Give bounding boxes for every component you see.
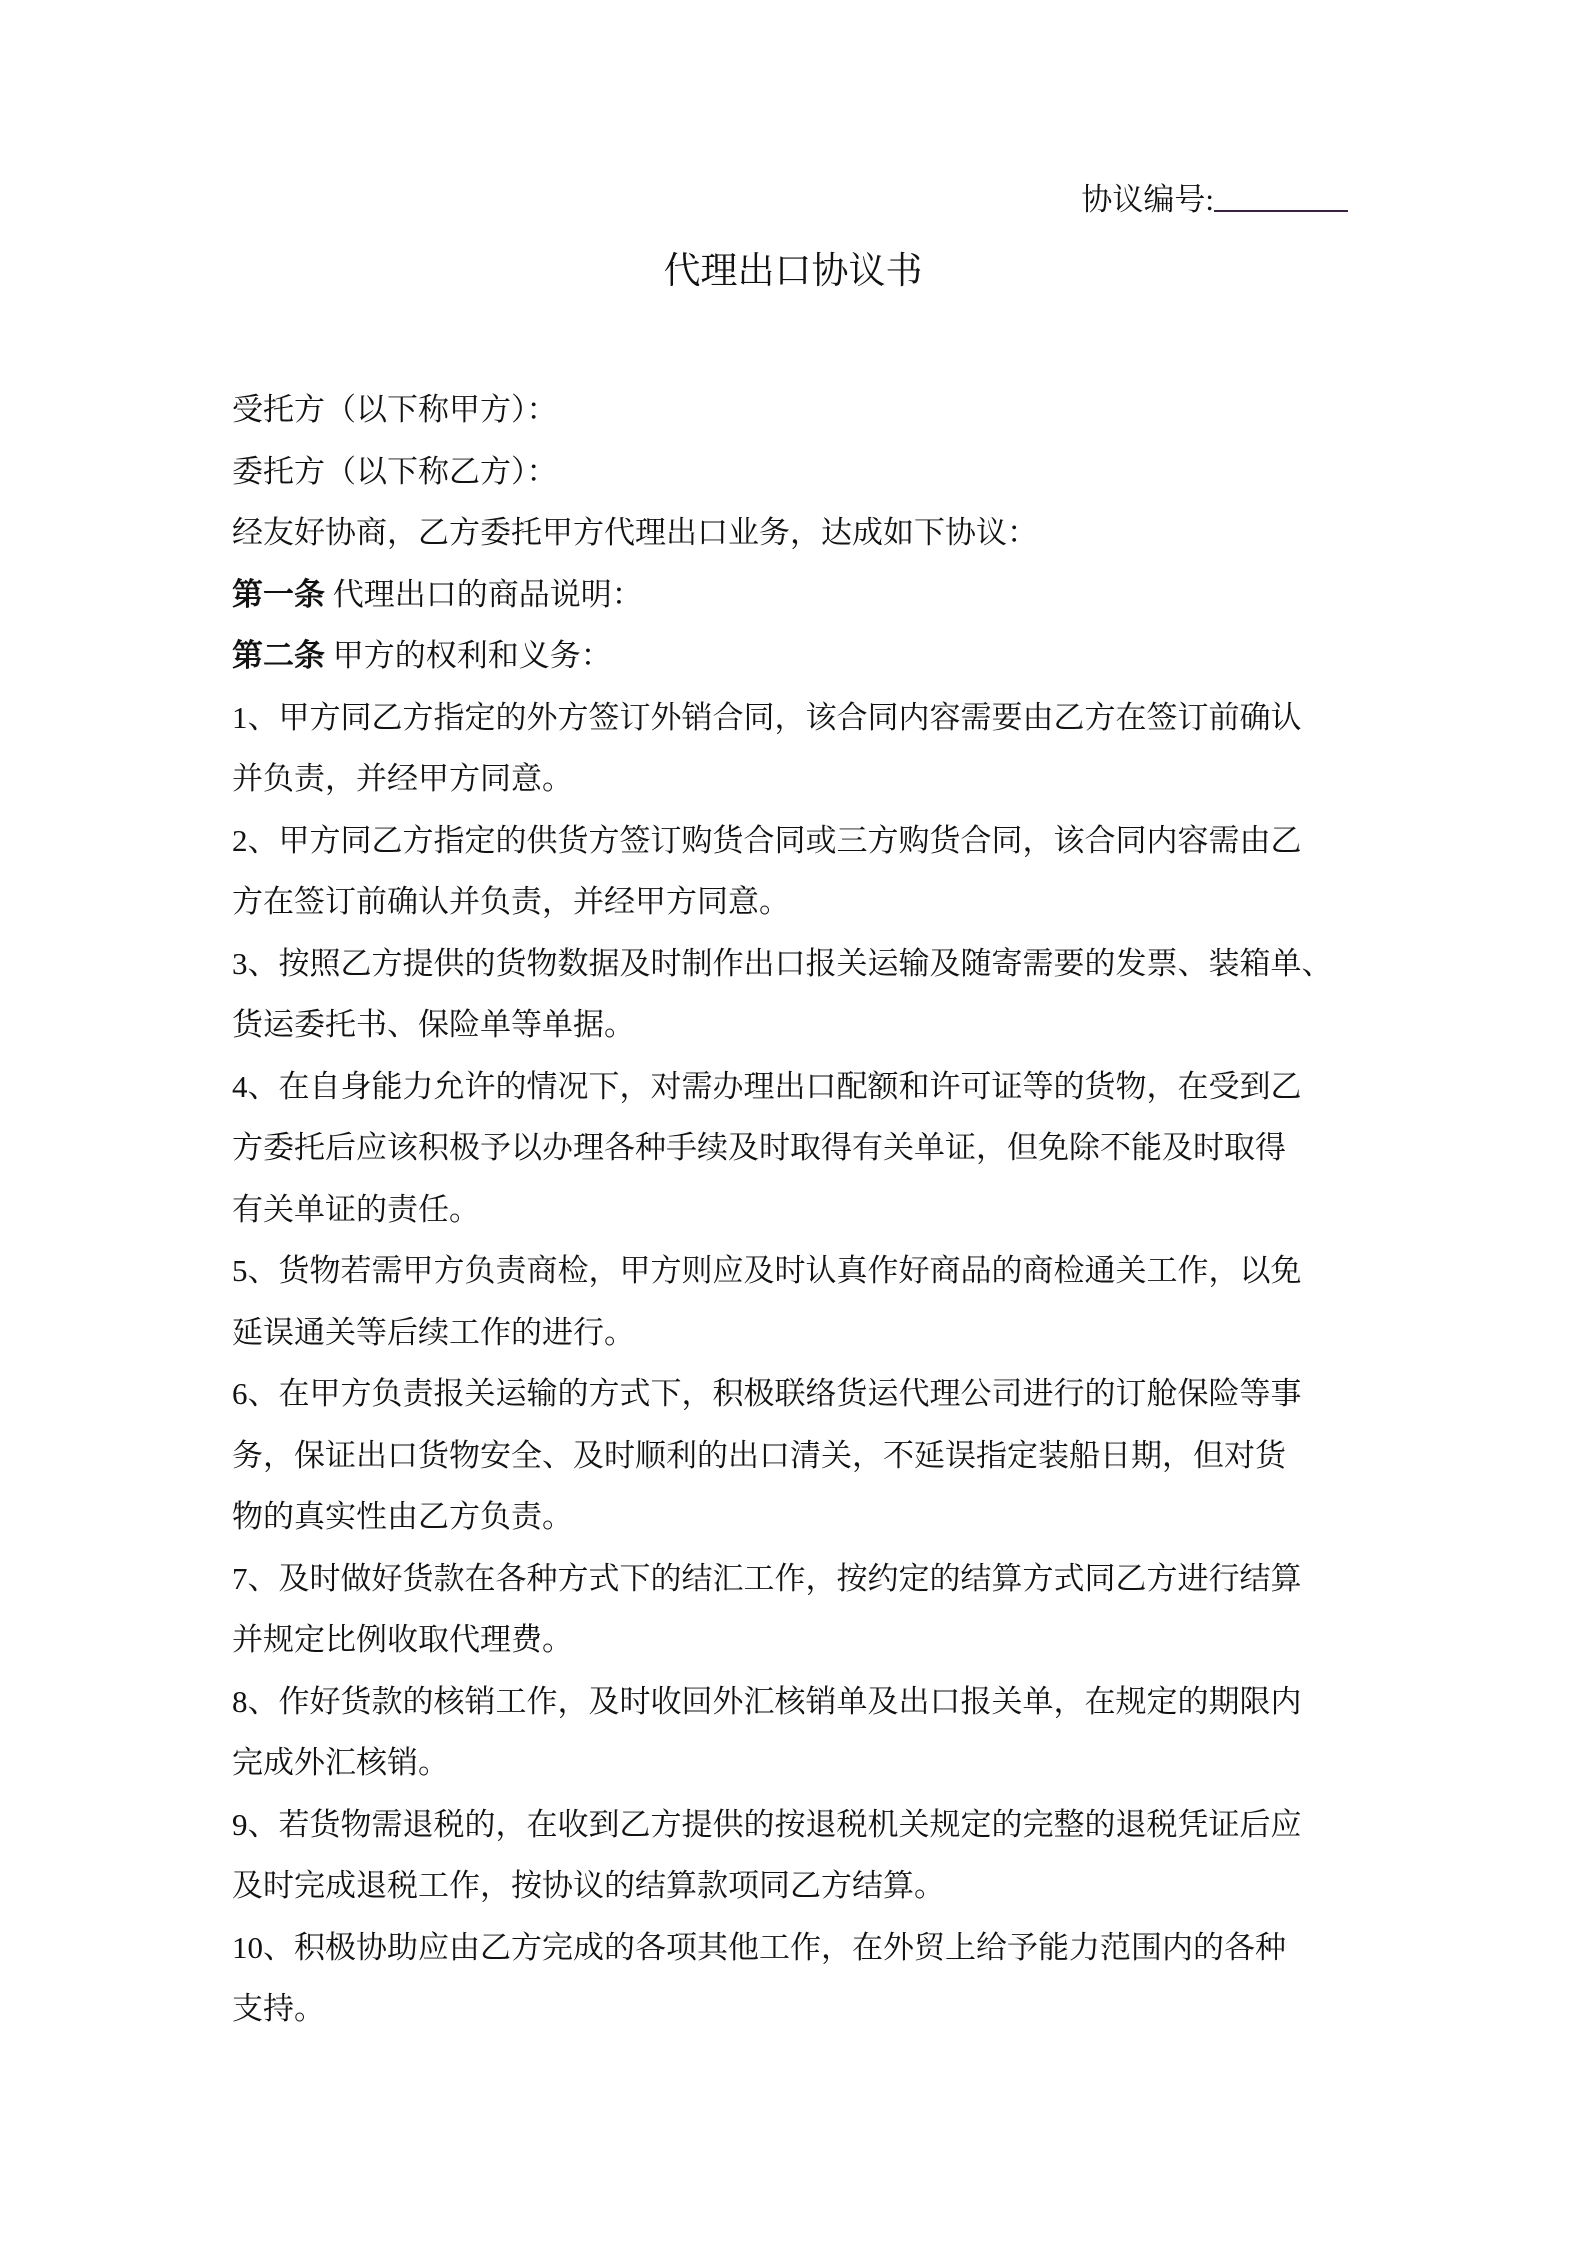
line-text: 10、积极协助应由乙方完成的各项其他工作，在外贸上给予能力范围内的各种 xyxy=(232,1929,1286,1965)
line-text: 有关单证的责任。 xyxy=(232,1191,480,1227)
document-line xyxy=(232,933,1362,995)
document-line xyxy=(232,1117,1362,1179)
document-line xyxy=(232,1609,1362,1671)
document-line xyxy=(232,379,1362,441)
line-text: 6、在甲方负责报关运输的方式下，积极联络货运代理公司进行的订舱保险等事 xyxy=(232,1376,1302,1411)
document-line xyxy=(232,871,1362,933)
document-line xyxy=(232,1363,1362,1425)
document-line xyxy=(232,1425,1362,1487)
line-text: 委托方（以下称乙方）： xyxy=(232,453,558,489)
line-text: 并规定比例收取代理费。 xyxy=(232,1622,573,1657)
document-line xyxy=(232,1671,1362,1733)
line-text: 方在签订前确认并负责，并经甲方同意。 xyxy=(232,884,790,919)
document-line xyxy=(232,441,1362,503)
line-text: 支持。 xyxy=(232,1991,325,2026)
page-title: 代理出口协议书 xyxy=(663,251,923,292)
line-text: 5、货物若需甲方负责商检，甲方则应及时认真作好商品的商检通关工作，以免 xyxy=(232,1253,1302,1288)
line-text: 受托方（以下称甲方）： xyxy=(232,392,558,427)
line-text: 4、在自身能力允许的情况下，对需办理出口配额和许可证等的货物，在受到乙 xyxy=(232,1068,1302,1104)
document-body xyxy=(232,379,1362,2040)
line-text: 甲方的权利和义务： xyxy=(325,638,612,673)
line-text: 3、按照乙方提供的货物数据及时制作出口报关运输及随寄需要的发票、装箱单、 xyxy=(232,945,1333,981)
document-line xyxy=(232,1056,1362,1118)
document-line xyxy=(232,1548,1362,1610)
document-line xyxy=(232,564,1362,626)
line-text: 代理出口的商品说明： xyxy=(325,576,643,612)
document-line xyxy=(232,994,1362,1056)
document-line xyxy=(232,1732,1362,1794)
agreement-number-blank xyxy=(1214,182,1348,212)
document-line xyxy=(232,1855,1362,1917)
line-text: 2、甲方同乙方指定的供货方签订购货合同或三方购货合同，该合同内容需由乙 xyxy=(232,822,1302,858)
line-text: 物的真实性由乙方负责。 xyxy=(232,1499,573,1534)
line-text: 货运委托书、保险单等单据。 xyxy=(232,1007,635,1042)
document-line xyxy=(232,1240,1362,1302)
document-line xyxy=(232,1978,1362,2040)
line-text: 完成外汇核销。 xyxy=(232,1745,449,1780)
document-line xyxy=(232,1486,1362,1548)
clause-heading: 第一条 xyxy=(232,576,325,612)
document-line xyxy=(232,502,1362,564)
line-text: 7、及时做好货款在各种方式下的结汇工作，按约定的结算方式同乙方进行结算 xyxy=(232,1560,1302,1596)
line-text: 8、作好货款的核销工作，及时收回外汇核销单及出口报关单，在规定的期限内 xyxy=(232,1683,1302,1719)
line-text: 务，保证出口货物安全、及时顺利的出口清关，不延误指定装船日期，但对货 xyxy=(232,1437,1286,1473)
line-text: 1、甲方同乙方指定的外方签订外销合同，该合同内容需要由乙方在签订前确认 xyxy=(232,699,1302,735)
agreement-number-line xyxy=(1081,180,1348,220)
line-text: 并负责，并经甲方同意。 xyxy=(232,761,573,796)
line-text: 经友好协商，乙方委托甲方代理出口业务，达成如下协议： xyxy=(232,515,1038,550)
document-line xyxy=(232,687,1362,749)
clause-heading: 第二条 xyxy=(232,638,325,673)
line-text: 9、若货物需退税的，在收到乙方提供的按退税机关规定的完整的退税凭证后应 xyxy=(232,1806,1302,1842)
document-line xyxy=(232,1302,1362,1364)
document-line xyxy=(232,810,1362,872)
document-line xyxy=(232,748,1362,810)
document-line xyxy=(232,1179,1362,1241)
line-text: 及时完成退税工作，按协议的结算款项同乙方结算。 xyxy=(232,1868,945,1903)
line-text: 延误通关等后续工作的进行。 xyxy=(232,1314,635,1350)
document-line xyxy=(232,625,1362,687)
document-line xyxy=(232,1917,1362,1979)
agreement-number-label: 协议编号: xyxy=(1081,182,1214,217)
document-line xyxy=(232,1794,1362,1856)
line-text: 方委托后应该积极予以办理各种手续及时取得有关单证，但免除不能及时取得 xyxy=(232,1130,1286,1165)
